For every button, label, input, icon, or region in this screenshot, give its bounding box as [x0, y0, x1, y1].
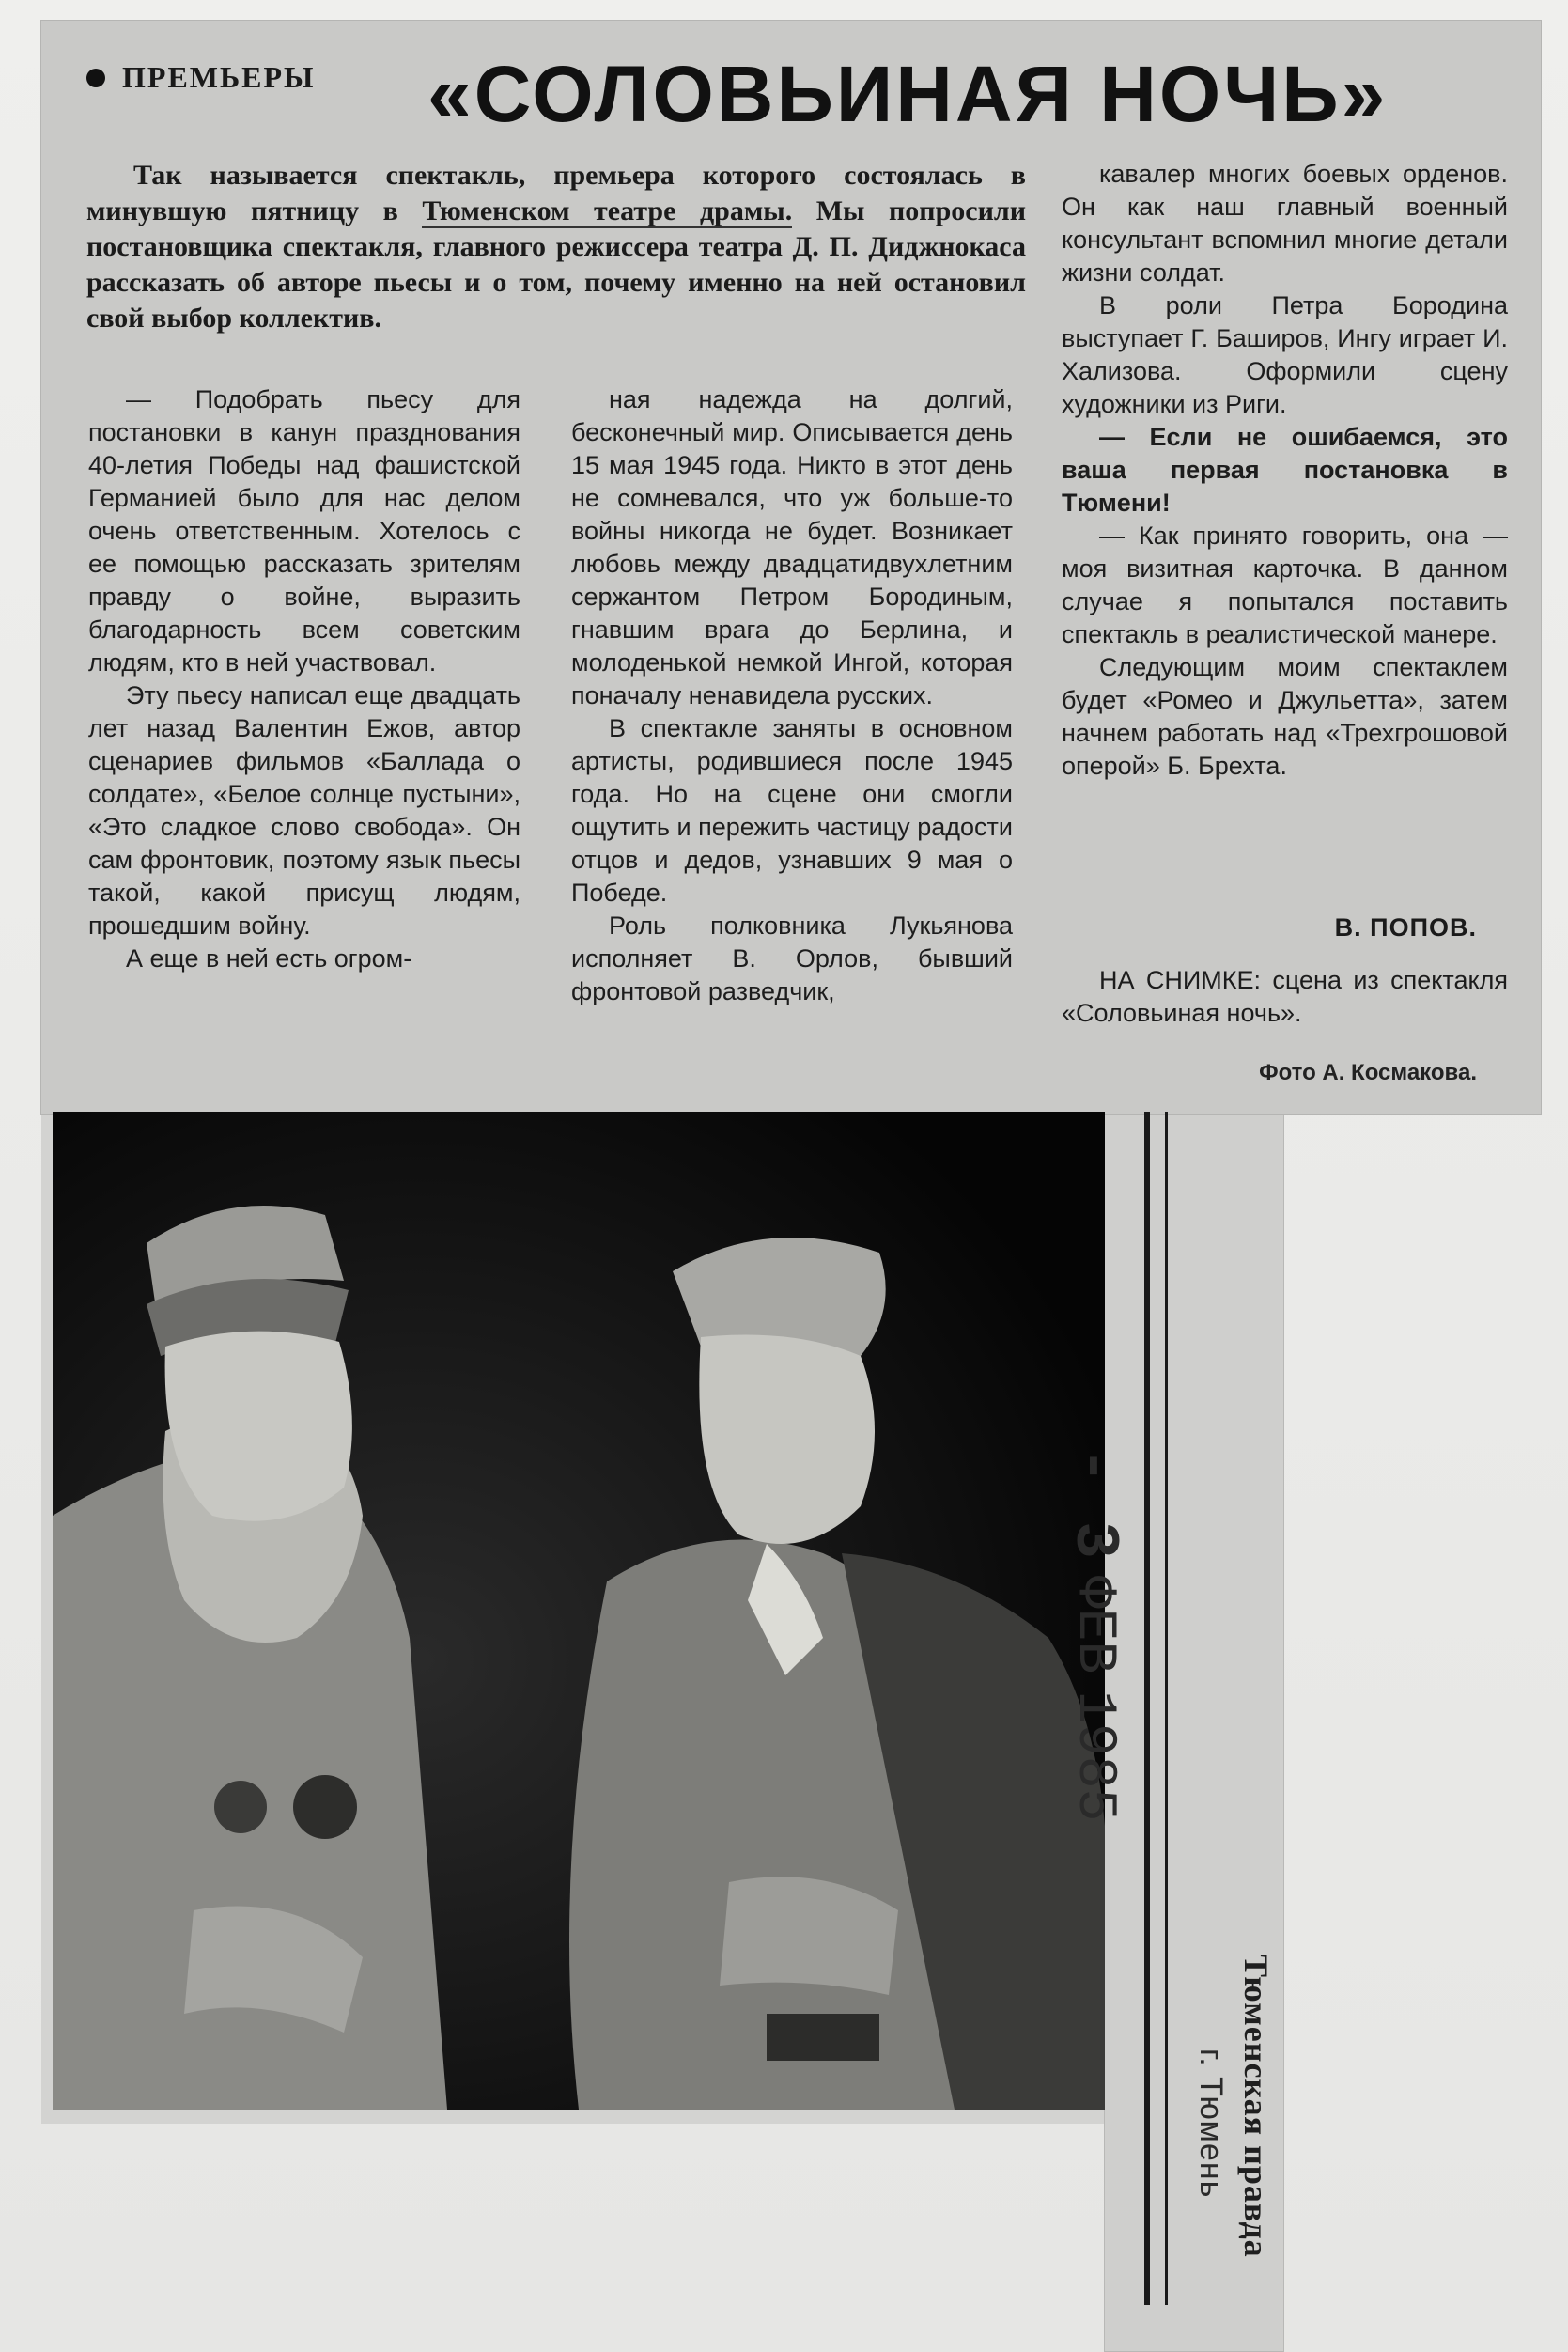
photograph-illustration	[53, 1112, 1105, 2110]
paragraph: — Как принято говорить, она — моя визитная карточка. В данном случае я попытался поставить спектакль в реалистической манере.	[1062, 522, 1508, 648]
bullet-icon	[86, 69, 105, 87]
article-column-1	[88, 383, 520, 975]
lead-part-1: Так называется спектакль, премьера которого состоялась в минувшую пятницу в	[86, 160, 1026, 226]
stamp-month: ФЕВ	[1063, 1575, 1126, 1674]
paragraph: Эту пьесу написал еще двадцать лет назад Валентин Ежов, автор сценариев фильмов «Баллада о солдате», «Белое солнце пустыни», «Это сладкое слово свобода». Он сам фронтовик, поэтому язык пьесы такой, какой присущ людям, прошедшим войну.	[88, 681, 520, 940]
paragraph: — Подобрать пьесу для постановки в канун празднования 40-летия Победы над фашистской Германией было для нас делом очень ответственным. Хотелось с ее помощью рассказать зрителям правду о войне, выразить благодарность всем советским людям, кто в ней участвовал.	[88, 385, 520, 677]
author-signature: В. ПОПОВ.	[1334, 913, 1477, 942]
paragraph: Роль полковника Лукьянова исполняет В. Орлов, бывший фронтовой разведчик,	[571, 911, 1013, 1005]
paragraph: кавалер многих боевых орденов. Он как наш главный военный консультант вспомнил многие детали жизни солдат.	[1062, 160, 1508, 287]
stage-photograph	[53, 1112, 1105, 2110]
source-city: г. Тюмень	[1193, 2048, 1229, 2199]
clipping-frame-line	[1165, 1112, 1168, 2305]
lead-theatre: Тюменском театре драмы.	[422, 195, 793, 226]
article-column-2	[571, 383, 1013, 1008]
article-column-3	[1062, 158, 1508, 783]
interviewer-question: — Если не ошибаемся, это ваша первая постановка в Тюмени!	[1062, 423, 1508, 517]
paragraph: В роли Петра Бородина выступает Г. Баширов, Ингу играет И. Хализова. Оформили сцену художники из Риги.	[1062, 291, 1508, 418]
photo-caption: НА СНИМКЕ: сцена из спектакля «Соловьиная ночь».	[1062, 966, 1508, 1027]
date-stamp	[1057, 1447, 1132, 1842]
source-newspaper: Тюменская правда	[1237, 1955, 1275, 2258]
rubric	[86, 60, 315, 95]
photo-credit: Фото А. Космакова.	[1259, 1060, 1477, 1085]
article-lead	[86, 158, 1026, 336]
article-headline: «СОЛОВЬИНАЯ НОЧЬ»	[427, 50, 1389, 138]
paragraph: ная надежда на долгий, бесконечный мир. Описывается день 15 мая 1945 года. Никто в этот день не сомневался, что уж больше-то войны никогда не будет. Возникает любовь между двадцатидвухлетним сержантом Петром Бородиным, гнавшим врага до Берлина, и молоденькой немкой Ингой, которая поначалу ненавидела русских.	[571, 385, 1013, 709]
stamp-day: - 3	[1059, 1447, 1130, 1559]
stamp-year: 1985	[1063, 1690, 1126, 1822]
paragraph: А еще в ней есть огром-	[126, 944, 412, 973]
paragraph: Следующим моим спектаклем будет «Ромео и Джульетта», затем начнем работать над «Трехгрошовой оперой» Б. Брехта.	[1062, 653, 1508, 780]
lead-part-2: Мы попросили постановщика спектакля, главного режиссера театра Д. П. Диджнокаса рассказать об авторе пьесы и о том, почему именно на ней остановил свой выбор коллектив.	[86, 195, 1026, 334]
clipping-frame-line	[1144, 1112, 1150, 2305]
rubric-label: ПРЕМЬЕРЫ	[122, 60, 316, 94]
paragraph: В спектакле заняты в основном артисты, родившиеся после 1945 года. Но на сцене они смогли ощутить и пережить частицу радости отцов и дедов, узнавших 9 мая о Победе.	[571, 714, 1013, 907]
